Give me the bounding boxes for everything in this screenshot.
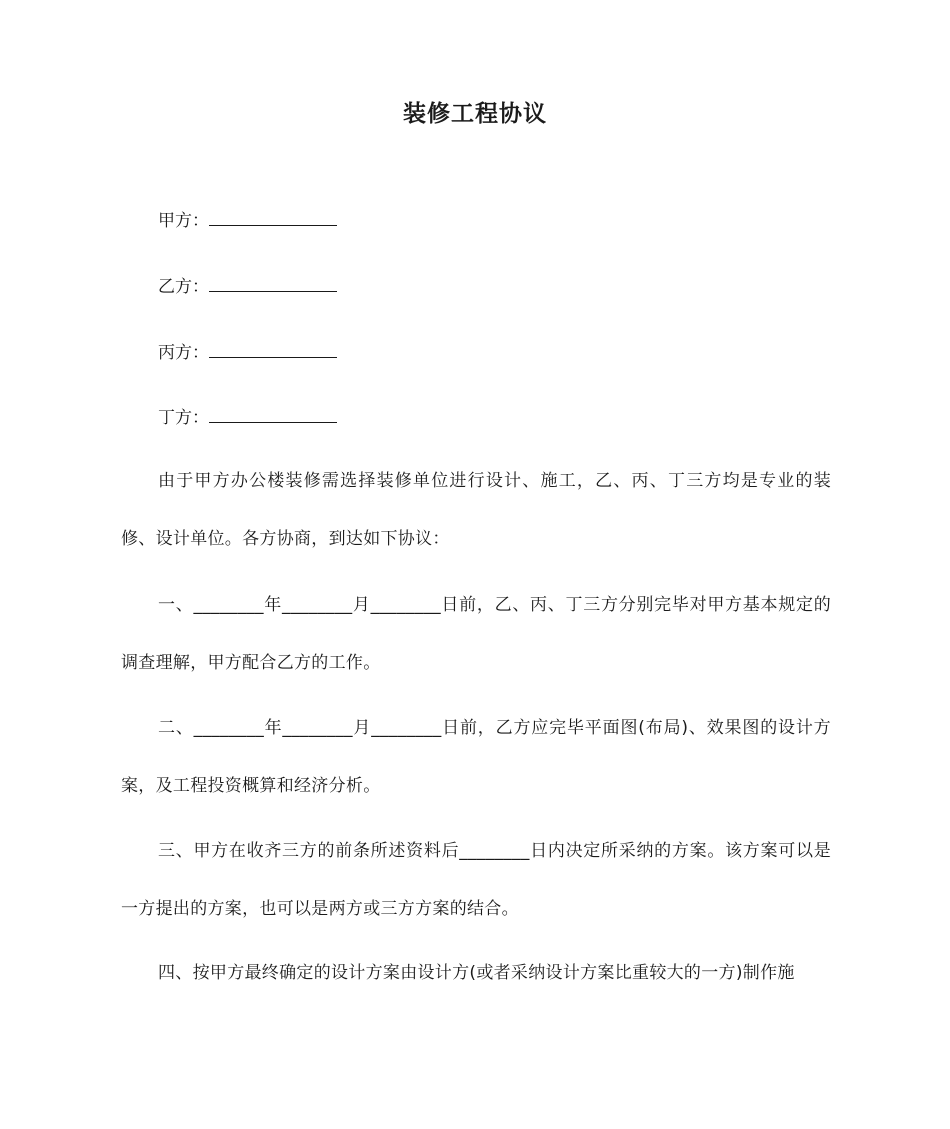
party-jia [158,207,337,233]
party-bing [158,339,337,365]
party-jia-label: 甲方： [158,211,209,231]
party-yi-label: 乙方： [158,277,209,297]
clause-3: 三、甲方在收齐三方的前条所述资料后________日内决定所采纳的方案。该方案可以是一方提出的方案，也可以是两方或三方方案的结合。 [121,841,831,919]
party-jia-blank[interactable] [209,207,337,226]
clause-4: 四、按甲方最终确定的设计方案由设计方(或者采纳设计方案比重较大的一方)制作施 [158,963,795,983]
party-bing-blank[interactable] [209,339,337,358]
clause-1: 一、________年________月________日前，乙、丙、丁三方分别完毕对甲方基本规定的调查理解，甲方配合乙方的工作。 [121,595,831,673]
party-ding-label: 丁方： [158,408,209,428]
party-yi [158,273,337,299]
party-yi-blank[interactable] [209,273,337,292]
party-ding [158,404,337,430]
intro-paragraph: 由于甲方办公楼装修需选择装修单位进行设计、施工，乙、丙、丁三方均是专业的装修、设计单位。各方协商，到达如下协议： [121,471,831,549]
document-title: 装修工程协议 [403,101,547,127]
clause-2: 二、________年________月________日前，乙方应完毕平面图(布局)、效果图的设计方案，及工程投资概算和经济分析。 [121,718,831,796]
party-ding-blank[interactable] [209,404,337,423]
party-bing-label: 丙方： [158,343,209,363]
